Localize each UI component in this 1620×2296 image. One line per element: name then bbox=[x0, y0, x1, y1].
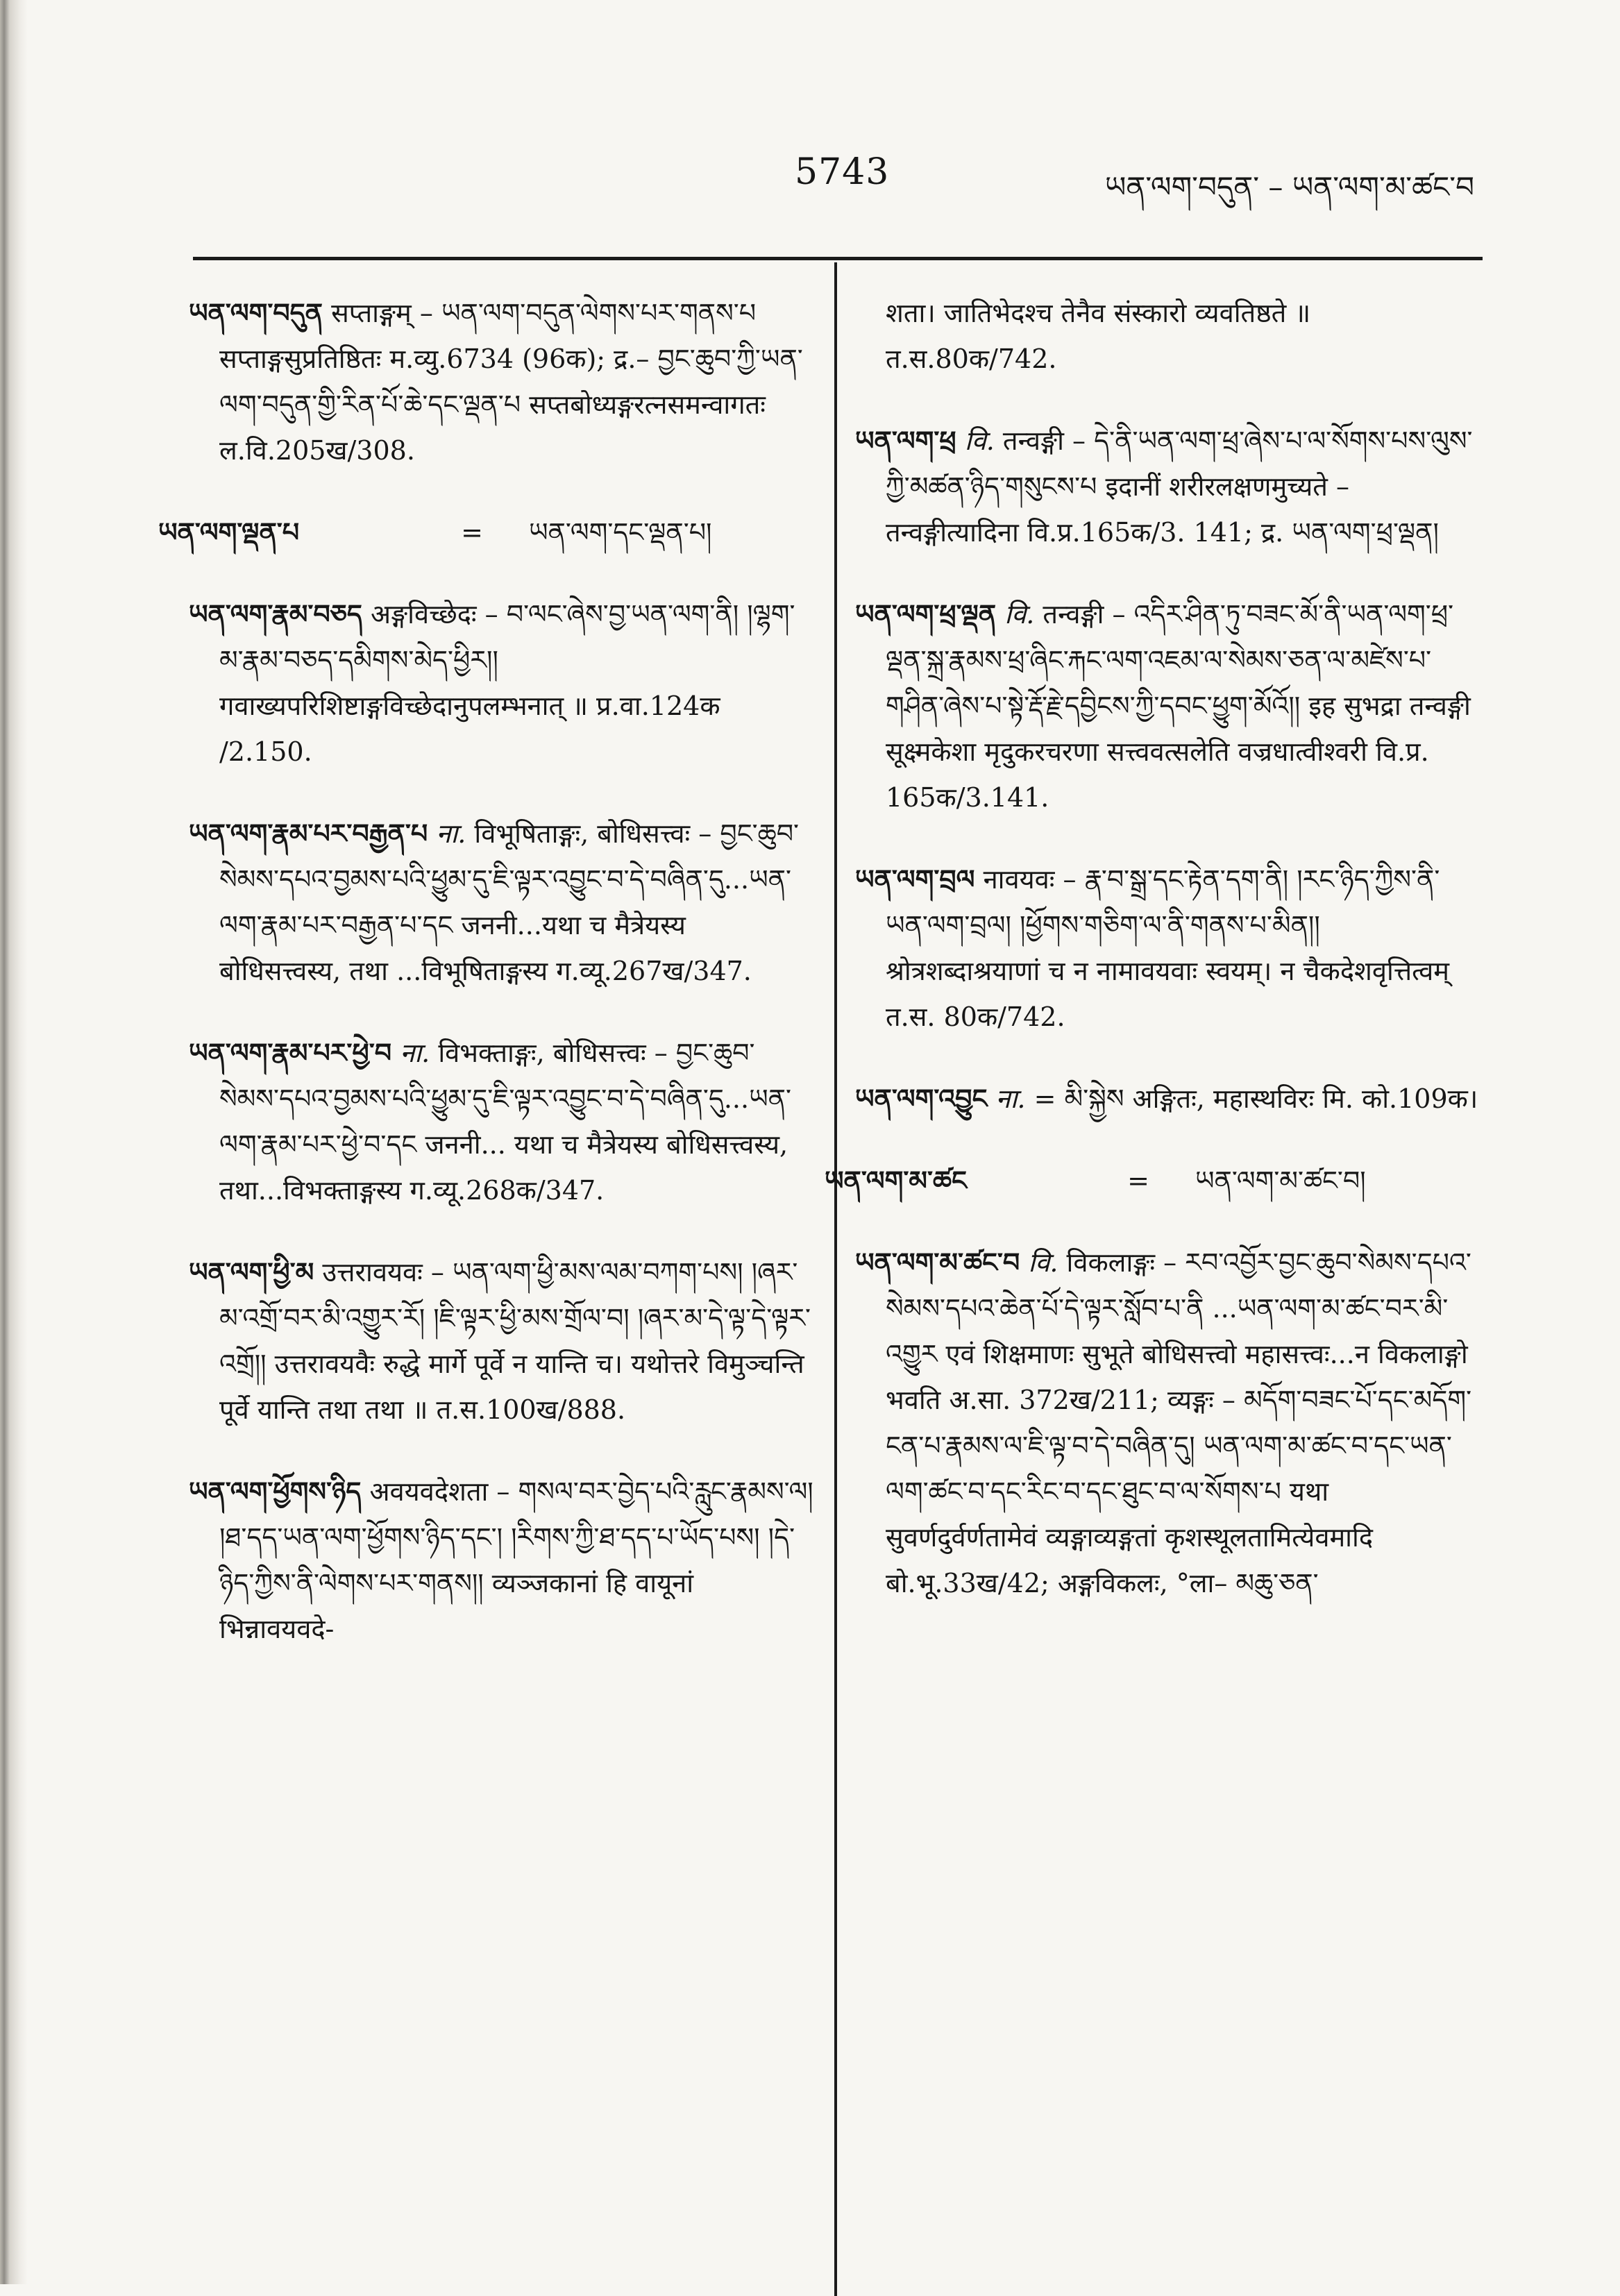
entry-body: तन्वङ्गी – འདིར་ཤིན་ཏུ་བཟང་མོ་ནི་ཡན་ལག་ཕྲ་ལྡན་སྐྲ་རྣམས་ཕྲ་ཞིང་རྐང་ལག་འཇམ་ལ་སེམས་ཅན་ལ་མཛེས་པ་གཤིན་ཞེས་པ་སྟེ་རྡོ་རྗེ་དབྱིངས་ཀྱི་དབང་ཕྱུག་མོའོ།། इह सुभद्रा तन्वङ्गी सूक्ष्मकेशा मृदुकरचरणा सत्त्ववत्सलेति वज्रधात्वीश्वरी वि.प्र. 165क/3.141. bbox=[886, 599, 1471, 813]
headword: ཡན་ལག་ལྡན་པ bbox=[158, 516, 300, 548]
cross-reference-target: ཡན་ལག་དང་ལྡན་པ། bbox=[529, 517, 712, 548]
equals-sign: = bbox=[1127, 1165, 1149, 1196]
entry-body: अङ्गविच्छेदः – བ་ལང་ཞེས་བྱ་ཡན་ལག་ནི། །ལྷག་མ་རྣམ་བཅད་དམིགས་མེད་ཕྱིར།། गवाख्यपरिशिष्टाङ्गविच्छेदानुपलम्भनात् ॥ प्र.वा.124क /2.150. bbox=[219, 599, 795, 767]
entry-continuation bbox=[855, 290, 1480, 382]
grammar-tag: वि. bbox=[1004, 599, 1035, 630]
entry-body: विभूषिताङ्गः, बोधिसत्त्वः – བྱང་ཆུབ་སེམས་དཔའ་བྱམས་པའི་ཕྱུམ་དུ་ཇི་ལྟར་འབྱུང་བ་དེ་བཞིན་དུ...ཡན་ལག་རྣམ་པར་བརྒྱན་པ་དང जननी...यथा च मैत्रेयस्य बोधिसत्त्वस्य, तथा ...विभूषिताङ्गस्य ग.व्यू.267ख/347. bbox=[219, 818, 800, 986]
equals-sign: = bbox=[461, 517, 483, 548]
cross-reference-entry bbox=[158, 509, 813, 555]
cross-reference-target: ཡན་ལག་མ་ཚང་བ། bbox=[1195, 1165, 1366, 1196]
headword: ཡན་ལག་འབྱུང bbox=[855, 1083, 988, 1114]
headword: ཡན་ལག་མ་ཚང་བ bbox=[855, 1247, 1020, 1278]
headword: ཡན་ལག་རྣམ་པར་བརྒྱན་པ bbox=[189, 818, 428, 849]
headword: ཡན་ལག་རྣམ་བཅད bbox=[189, 598, 362, 630]
grammar-tag: ना. bbox=[436, 818, 466, 849]
entry-body: = མི་སྐྱེས अङ्गितः, महास्थविरः मि. को.109क। bbox=[1033, 1083, 1478, 1114]
dictionary-entry bbox=[855, 418, 1480, 555]
headword: ཡན་ལག་བདུན bbox=[189, 297, 323, 328]
dictionary-entry bbox=[855, 1076, 1480, 1122]
entry-body: तन्वङ्गी – དེ་ནི་ཡན་ལག་ཕྲ་ཞེས་པ་ལ་སོགས་པས་ལུས་ཀྱི་མཚན་ཉིད་གསུངས་པ इदानीं शरीरलक्षणमुच्यते – तन्वङ्गीत्यादिना वि.प्र.165क/3. 141; द्र. ཡན་ལག་ཕྲ་ལྡན། bbox=[886, 425, 1473, 548]
entry-body: विकलाङ्गः – རབ་འབྱོར་བྱང་ཆུབ་སེམས་དཔའ་སེམས་དཔའ་ཆེན་པོ་དེ་ལྟར་སློབ་པ་ནི ...ཡན་ལག་མ་ཚང་བར་མི་འགྱུར एवं शिक्षमाणः सुभूते बोधिसत्त्वो महासत्त्वः...न विकलाङ्गो भवति अ.सा. 372ख/211; व्यङ्गः – མདོག་བཟང་པོ་དང་མདོག་ངན་པ་རྣམས་ལ་ཇི་ལྟ་བ་དེ་བཞིན་དུ། ཡན་ལག་མ་ཚང་བ་དང་ཡན་ལག་ཚང་བ་དང་རིང་བ་དང་ཐུང་བ་ལ་སོགས་པ यथा सुवर्णदुर्वर्णतामेवं व्यङ्गाव्यङ्गतां कृशस्थूलतामित्येवमादि बो.भू.33ख/42; अङ्गविकलः, °ला– མཆུ་ཅན་ bbox=[886, 1247, 1472, 1598]
dictionary-entry bbox=[189, 290, 813, 473]
grammar-tag: ना. bbox=[400, 1038, 430, 1068]
entry-body: शता। जातिभेदश्च तेनैव संस्कारो व्यवतिष्ठते ॥ त.स.80क/742. bbox=[886, 298, 1311, 374]
entry-body: उत्तरावयवः – ཡན་ལག་ཕྱི་མས་ལམ་བཀག་པས། །ཞར་མ་འགྲོ་བར་མི་འགྱུར་རོ། །ཇི་ལྟར་ཕྱི་མས་གྲོལ་བ། །ཞར་མ་དེ་ལྟ་དེ་ལྟར་འགྲོ།། उत्तरावयवैः रुद्धे मार्गे पूर्वे न यान्ति च। यथोत्तरे विमुञ्चन्ति पूर्वे यान्ति तथा तथा ॥ त.स.100ख/888. bbox=[219, 1257, 811, 1425]
dictionary-entry bbox=[855, 591, 1480, 820]
entry-body: सप्ताङ्गम् – ཡན་ལག་བདུན་ལེགས་པར་གནས་པ सप्ताङ्गसुप्रतिष्ठितः म.व्यु.6734 (96क); द्र.– བྱང་ཆུབ་ཀྱི་ཡན་ལག་བདུན་གྱི་རིན་པོ་ཆེ་དང་ལྡན་པ सप्तबोध्यङ्गरत्नसमन्वागतः ल.वि.205ख/308. bbox=[219, 298, 803, 466]
headword: ཡན་ལག་ཕྱོགས་ཉིད bbox=[189, 1476, 362, 1507]
entry-body: विभक्ताङ्गः, बोधिसत्त्वः – བྱང་ཆུབ་སེམས་དཔའ་བྱམས་པའི་ཕྱུམ་དུ་ཇི་ལྟར་འབྱུང་བ་དེ་བཞིན་དུ...ཡན་ལག་རྣམ་པར་ཕྱེ་བ་དང जननी... यथा च मैत्रेयस्य बोधिसत्त्वस्य, तथा...विभक्ताङ्गस्य ग.व्यू.268क/347. bbox=[219, 1038, 791, 1206]
dictionary-entry bbox=[189, 1249, 813, 1433]
running-head: ཡན་ལག་བདུན་ – ཡན་ལག་མ་ཚང་བ bbox=[1104, 170, 1474, 204]
grammar-tag: वि. bbox=[964, 425, 995, 456]
dictionary-entry bbox=[855, 1240, 1480, 1606]
headword: ཡན་ལག་མ་ཚང bbox=[825, 1165, 967, 1196]
book-binding-edge bbox=[0, 0, 28, 2284]
headword: ཡན་ལག་རྣམ་པར་ཕྱེ་བ bbox=[189, 1037, 392, 1068]
cross-reference-entry bbox=[825, 1158, 1480, 1204]
grammar-tag: वि. bbox=[1028, 1247, 1058, 1278]
dictionary-entry bbox=[189, 591, 813, 775]
header-rule bbox=[193, 257, 1483, 260]
right-column bbox=[825, 290, 1480, 1642]
page-number: 5743 bbox=[795, 151, 890, 193]
grammar-tag: ना. bbox=[995, 1083, 1026, 1114]
dictionary-entry bbox=[189, 1469, 813, 1652]
headword: ཡན་ལག་ཕྲ bbox=[855, 425, 956, 456]
entry-body: नावयवः – རྣ་བ་སྒྲ་དང་རྟེན་དག་ནི། །རང་ཉིད་ཀྱིས་ནི་ཡན་ལག་བྲལ། །ཕྱོགས་གཅིག་ལ་ནི་གནས་པ་མིན།། श्रोत्रशब्दाश्रयाणां च न नामावयवाः स्वयम्। न चैकदेशवृत्तित्वम् त.स. 80क/742. bbox=[886, 864, 1449, 1032]
headword: ཡན་ལག་ཕྲ་ལྡན bbox=[855, 598, 997, 630]
column-divider bbox=[834, 262, 837, 2296]
entry-body: अवयवदेशता – གསལ་བར་བྱེད་པའི་རླུང་རྣམས་ལ། །ཐ་དད་ཡན་ལག་ཕྱོགས་ཉིད་དང་། །རིགས་ཀྱི་ཐ་དད་པ་ཡོད་པས། །དེ་ཉིད་ཀྱིས་ནི་ལེགས་པར་གནས།། व्यञ्जकानां हि वायूनां भिन्नावयवदे- bbox=[219, 1476, 813, 1644]
left-column bbox=[158, 290, 813, 1688]
headword: ཡན་ལག་བྲལ bbox=[855, 863, 975, 895]
dictionary-entry bbox=[189, 811, 813, 994]
headword: ཡན་ལག་ཕྱི་མ bbox=[189, 1256, 314, 1288]
dictionary-entry bbox=[855, 856, 1480, 1040]
dictionary-entry bbox=[189, 1030, 813, 1213]
